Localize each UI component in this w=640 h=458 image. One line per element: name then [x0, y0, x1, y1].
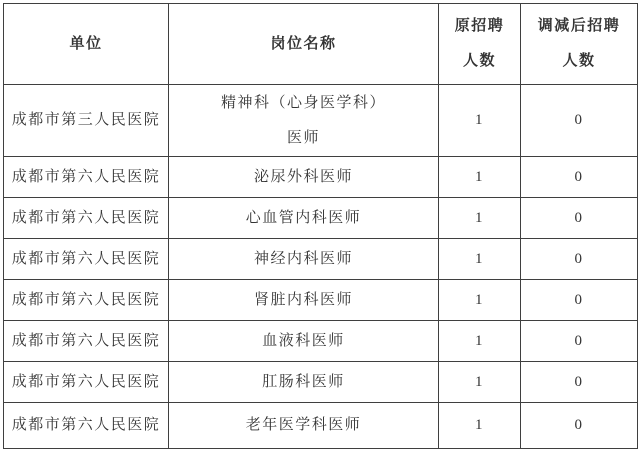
cell-original-count: 1 [439, 280, 521, 321]
table-row [4, 85, 638, 157]
cell-adjusted-count: 0 [521, 280, 638, 321]
unit-text: 成都市第六人民医院 [11, 332, 161, 349]
cell-position-name [169, 157, 439, 198]
cell-unit [4, 362, 169, 403]
cell-position-name [169, 362, 439, 403]
table-body [4, 85, 638, 449]
cell-position-name [169, 403, 439, 449]
header-text-line: 人数 [462, 53, 496, 69]
header-text-line: 调减后招聘 [537, 18, 621, 34]
cell-adjusted-count: 0 [521, 85, 638, 157]
recruitment-table [3, 3, 638, 449]
cell-original-count: 1 [439, 157, 521, 198]
cell-original-count: 1 [439, 362, 521, 403]
cell-adjusted-count: 0 [521, 321, 638, 362]
position-text-line: 血液科医师 [262, 332, 345, 349]
cell-unit [4, 198, 169, 239]
position-text-line: 医师 [286, 129, 320, 146]
cell-unit [4, 403, 169, 449]
cell-original-count: 1 [439, 403, 521, 449]
table-row [4, 362, 638, 403]
header-unit [4, 4, 169, 85]
cell-unit [4, 157, 169, 198]
position-text-line: 心血管内科医师 [245, 209, 362, 226]
header-position-name [169, 4, 439, 85]
cell-position-name [169, 239, 439, 280]
header-text-line: 岗位名称 [270, 35, 337, 52]
table-row [4, 403, 638, 449]
table-row [4, 198, 638, 239]
table-row [4, 321, 638, 362]
cell-unit [4, 85, 169, 157]
cell-original-count: 1 [439, 239, 521, 280]
cell-position-name [169, 198, 439, 239]
position-text-line: 肛肠科医师 [262, 373, 345, 390]
cell-unit [4, 239, 169, 280]
cell-adjusted-count: 0 [521, 239, 638, 280]
unit-text: 成都市第六人民医院 [11, 417, 161, 433]
header-text-line: 人数 [562, 53, 596, 69]
header-text-line: 原招聘 [454, 18, 505, 34]
cell-adjusted-count: 0 [521, 403, 638, 449]
cell-adjusted-count: 0 [521, 198, 638, 239]
cell-position-name [169, 85, 439, 157]
cell-unit [4, 321, 169, 362]
cell-adjusted-count: 0 [521, 157, 638, 198]
cell-adjusted-count: 0 [521, 362, 638, 403]
table-row [4, 157, 638, 198]
unit-text: 成都市第三人民医院 [11, 112, 161, 128]
cell-original-count: 1 [439, 85, 521, 157]
unit-text: 成都市第六人民医院 [11, 291, 161, 308]
position-text-line: 神经内科医师 [253, 250, 353, 267]
header-adjusted-count [521, 4, 638, 85]
table-row [4, 280, 638, 321]
cell-position-name [169, 321, 439, 362]
cell-original-count: 1 [439, 198, 521, 239]
table-row [4, 239, 638, 280]
unit-text: 成都市第六人民医院 [11, 209, 161, 226]
position-text-line: 肾脏内科医师 [253, 291, 353, 308]
unit-text: 成都市第六人民医院 [11, 168, 161, 185]
cell-unit [4, 280, 169, 321]
cell-original-count: 1 [439, 321, 521, 362]
table-header-row [4, 4, 638, 85]
position-text-line: 精神科（心身医学科） [220, 94, 386, 111]
position-text-line: 老年医学科医师 [245, 417, 362, 433]
header-text-line: 单位 [69, 35, 103, 52]
cell-position-name [169, 280, 439, 321]
unit-text: 成都市第六人民医院 [11, 373, 161, 390]
header-original-count [439, 4, 521, 85]
position-text-line: 泌尿外科医师 [253, 168, 353, 185]
unit-text: 成都市第六人民医院 [11, 250, 161, 267]
